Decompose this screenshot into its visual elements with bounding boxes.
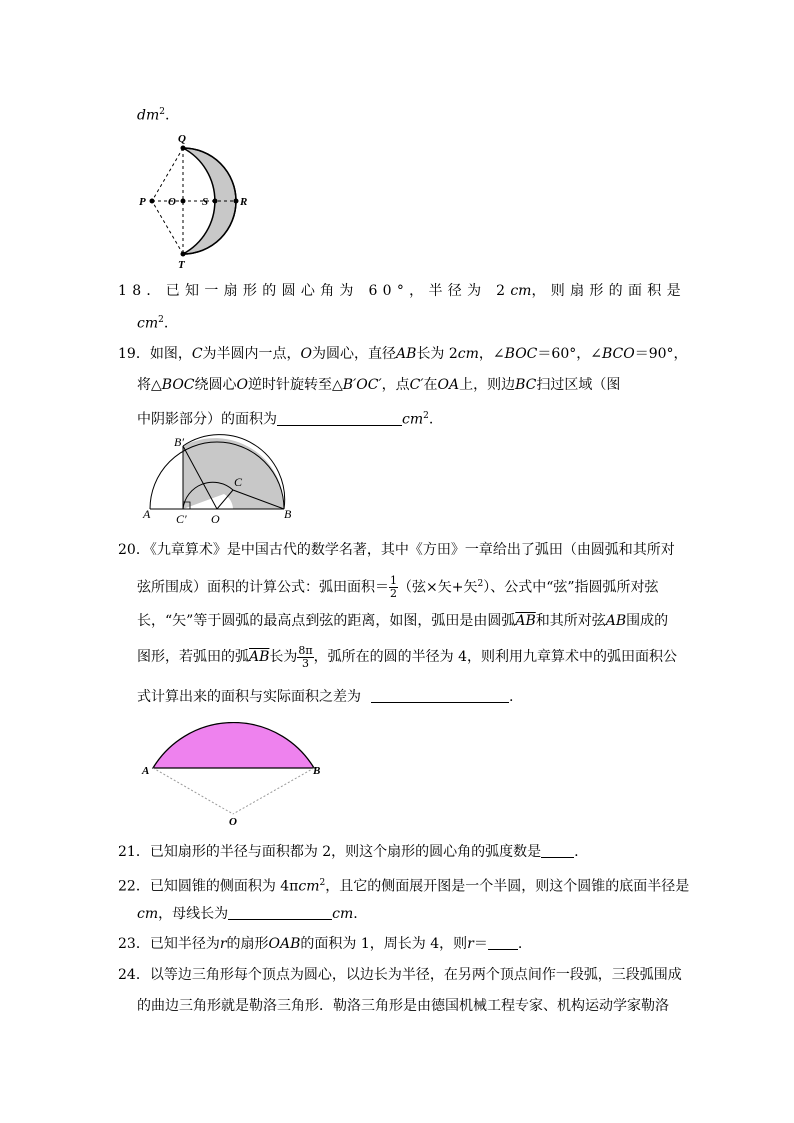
q19-line3: 中阴影部分）的面积为 $cm^2$. <box>137 411 434 428</box>
crescent-figure <box>135 130 255 270</box>
label-S: S <box>202 196 209 208</box>
label-A: A <box>142 765 150 777</box>
label-B-prime: B′ <box>174 435 184 449</box>
q20-line2: 弦所围成）面积的计算公式：弧田面积＝ $\frac{1}{2}$ （弦×矢+矢$^2$）、公式中“弦”指圆弧所对弦 <box>137 574 659 601</box>
label-T: T <box>178 259 185 270</box>
q20-answer-blank[interactable] <box>371 688 509 703</box>
label-P: P <box>139 196 146 208</box>
q20-line1: 20．《九章算术》是中国古代的数学名著，其中《方田》一章给出了弧田（由圆弧和其所对 <box>118 542 675 558</box>
q21-line: 21．已知扇形的半径与面积都为 2，则这个扇形的圆心角的弧度数是 . <box>118 844 579 860</box>
q22-line1: 22．已知圆锥的侧面积为 4πcm$^2$，且它的侧面展开图是一个半圆，则这个圆锥的底面半径是 <box>118 878 690 895</box>
q21-answer-blank[interactable] <box>541 843 574 858</box>
label-C-prime: C′ <box>176 512 187 526</box>
label-B: B <box>284 507 292 521</box>
q20-line3: 长，“矢”等于圆弧的最高点到弦的距离，如图，弧田是由圆弧$\overline{AB}$和其所对弦AB围成的 <box>137 613 669 629</box>
label-Q: Q <box>178 133 186 145</box>
label-R: R <box>240 196 248 208</box>
q24-line1: 24．以等边三角形每个顶点为圆心，以边长为半径，在另两个顶点间作一段弧，三段弧围成 <box>118 967 682 983</box>
q22-answer-blank[interactable] <box>228 905 332 920</box>
q18-line2: $cm^2$. <box>137 315 169 332</box>
q20-line5: 式计算出来的面积与实际面积之差为 . <box>137 689 514 705</box>
fraction-8pi-over-3: $\frac{8\pi}{3}$ <box>298 643 313 670</box>
q19-line2: 将△BOC绕圆心O逆时针旋转至△B′OC′，点C′在OA上，则边BC扫过区域（图 <box>137 377 621 393</box>
q20-line4: 图形，若弧田的弧$\overline{AB}$长为 $\frac{8\pi}{3}$ ，弧所在的圆的半径为 4，则利用九章算术中的弧田面积公 <box>137 643 677 670</box>
label-A: A <box>143 507 151 521</box>
q17-answer-unit: $dm^2$. <box>137 107 170 124</box>
label-O: O <box>211 512 220 526</box>
label-B: B <box>313 765 321 777</box>
q19-answer-blank[interactable] <box>277 411 402 426</box>
semicircle-rotation-figure <box>138 432 298 528</box>
fraction-one-half: $\frac{1}{2}$ <box>390 574 397 601</box>
label-O: O <box>229 816 237 827</box>
q22-line2: cm，母线长为 cm. <box>137 906 358 922</box>
label-C: C <box>234 475 243 489</box>
q24-line2: 的曲边三角形就是勒洛三角形．勒洛三角形是由德国机械工程专家、机构运动学家勒洛 <box>137 998 669 1014</box>
label-O: O <box>168 196 176 208</box>
q18-line1: 18．已知一扇形的圆心角为 60°，半径为 2cm，则扇形的面积是 <box>118 283 686 299</box>
q23-line: 23．已知半径为r的扇形OAB的面积为 1，周长为 4，则r＝ . <box>118 936 523 952</box>
q23-answer-blank[interactable] <box>488 935 518 950</box>
q19-line1: 19．如图，C为半圆内一点，O为圆心，直径AB长为 2cm，∠BOC＝60°，∠BCO＝90°， <box>118 346 688 362</box>
arc-field-figure <box>140 722 330 827</box>
